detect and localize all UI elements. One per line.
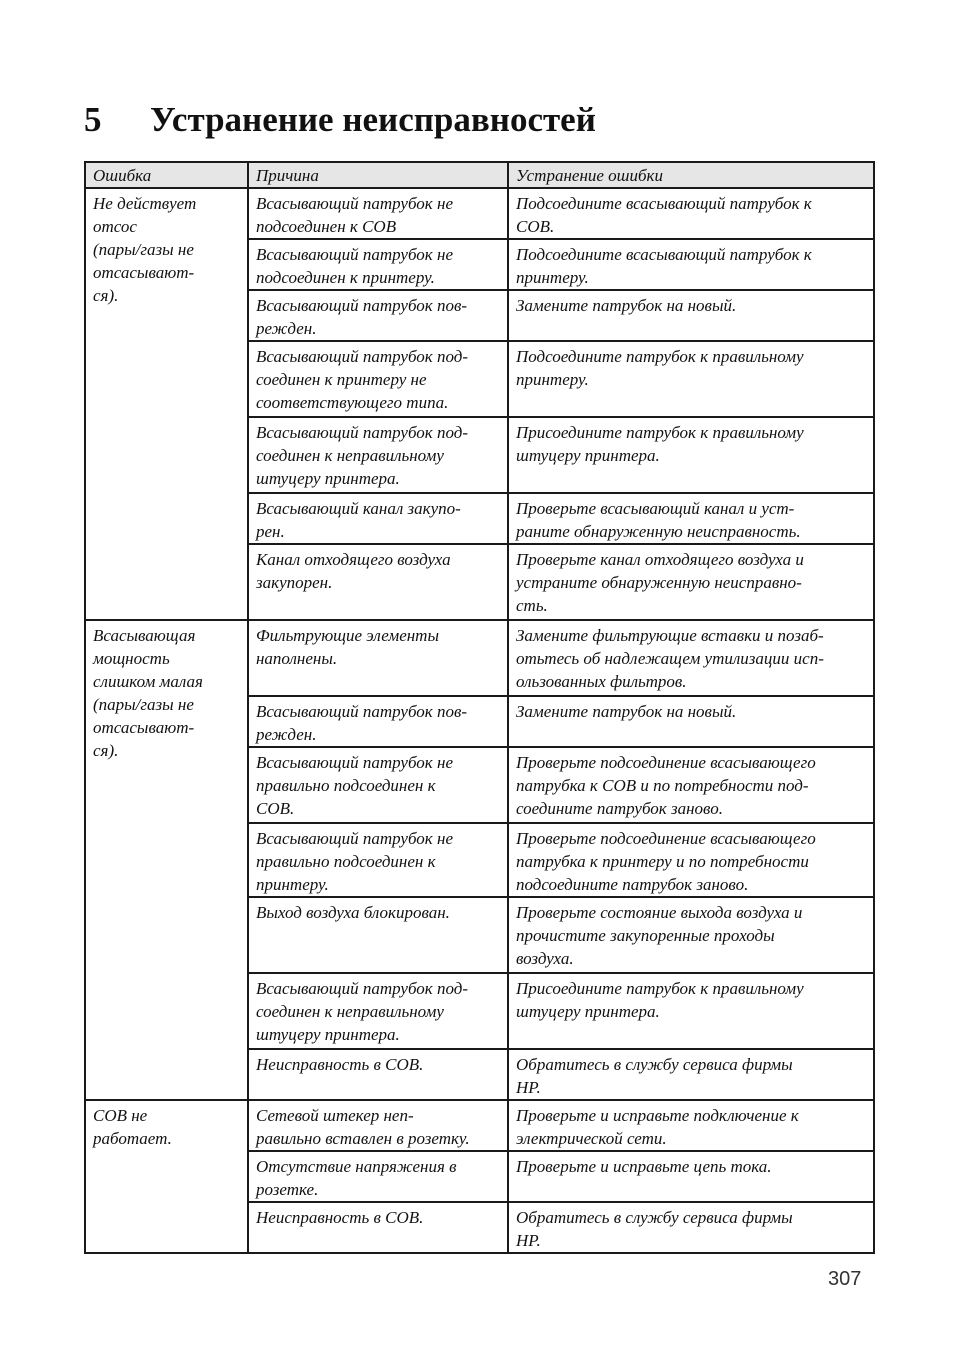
cause-cell: Всасывающий патрубок пов- режден. (248, 696, 508, 747)
fix-cell: Проверьте канал отходящего воздуха и устраните обнаруженную неисправно- сть. (508, 544, 874, 620)
fix-cell: Подсоедините патрубок к правильному принтеру. (508, 341, 874, 417)
fix-cell: Проверьте состояние выхода воздуха и прочистите закупоренные проходы воздуха. (508, 897, 874, 973)
cause-cell: Всасывающий патрубок под- соединен к неправильному штуцеру принтера. (248, 417, 508, 493)
cause-cell: Выход воздуха блокирован. (248, 897, 508, 973)
troubleshooting-table (84, 161, 875, 1254)
cause-cell: Всасывающий патрубок не подсоединен к принтеру. (248, 239, 508, 290)
page-number: 307 (828, 1268, 862, 1290)
cause-cell: Всасывающий патрубок под- соединен к принтеру не соответствующего типа. (248, 341, 508, 417)
fix-cell: Проверьте и исправьте подключение к электрической сети. (508, 1100, 874, 1151)
header-fix: Устранение ошибки (508, 162, 874, 188)
error-cell: Всасывающая мощность слишком малая (пары/газы не отсасывают- ся). (85, 620, 248, 1100)
table-header-row (85, 162, 874, 188)
error-cell: СОВ не работает. (85, 1100, 248, 1253)
error-cell: Не действует отсос (пары/газы не отсасывают- ся). (85, 188, 248, 620)
table-row (85, 188, 874, 239)
fix-cell: Обратитесь в службу сервиса фирмы HP. (508, 1202, 874, 1253)
fix-cell: Присоедините патрубок к правильному штуцеру принтера. (508, 973, 874, 1049)
fix-cell: Проверьте и исправьте цепь тока. (508, 1151, 874, 1202)
page-title (84, 100, 596, 140)
cause-cell: Неисправность в СОВ. (248, 1049, 508, 1100)
cause-cell: Всасывающий канал закупо- рен. (248, 493, 508, 544)
cause-cell: Неисправность в СОВ. (248, 1202, 508, 1253)
cause-cell: Всасывающий патрубок не подсоединен к СОВ (248, 188, 508, 239)
cause-cell: Всасывающий патрубок не правильно подсоединен к принтеру. (248, 823, 508, 897)
cause-cell: Канал отходящего воздуха закупорен. (248, 544, 508, 620)
table-row (85, 620, 874, 696)
cause-cell: Отсутствие напряжения в розетке. (248, 1151, 508, 1202)
fix-cell: Подсоедините всасывающий патрубок к СОВ. (508, 188, 874, 239)
section-number: 5 (84, 100, 102, 139)
fix-cell: Проверьте подсоединение всасывающего патрубка к СОВ и по потребности под- соедините патрубок заново. (508, 747, 874, 823)
fix-cell: Подсоедините всасывающий патрубок к принтеру. (508, 239, 874, 290)
header-cause: Причина (248, 162, 508, 188)
section-title: Устранение неисправностей (150, 100, 596, 139)
fix-cell: Обратитесь в службу сервиса фирмы HP. (508, 1049, 874, 1100)
fix-cell: Проверьте подсоединение всасывающего патрубка к принтеру и по потребности подсоедините патрубок заново. (508, 823, 874, 897)
fix-cell: Замените фильтрующие вставки и позаб- отьтесь об надлежащем утилизации исп- ользованных фильтров. (508, 620, 874, 696)
cause-cell: Фильтрующие элементы наполнены. (248, 620, 508, 696)
table-row (85, 1100, 874, 1151)
fix-cell: Присоедините патрубок к правильному штуцеру принтера. (508, 417, 874, 493)
cause-cell: Всасывающий патрубок пов- режден. (248, 290, 508, 341)
fix-cell: Проверьте всасывающий канал и уст- раните обнаруженную неисправность. (508, 493, 874, 544)
fix-cell: Замените патрубок на новый. (508, 696, 874, 747)
header-error: Ошибка (85, 162, 248, 188)
cause-cell: Всасывающий патрубок не правильно подсоединен к СОВ. (248, 747, 508, 823)
cause-cell: Всасывающий патрубок под- соединен к неправильному штуцеру принтера. (248, 973, 508, 1049)
cause-cell: Сетевой штекер неп- равильно вставлен в розетку. (248, 1100, 508, 1151)
fix-cell: Замените патрубок на новый. (508, 290, 874, 341)
